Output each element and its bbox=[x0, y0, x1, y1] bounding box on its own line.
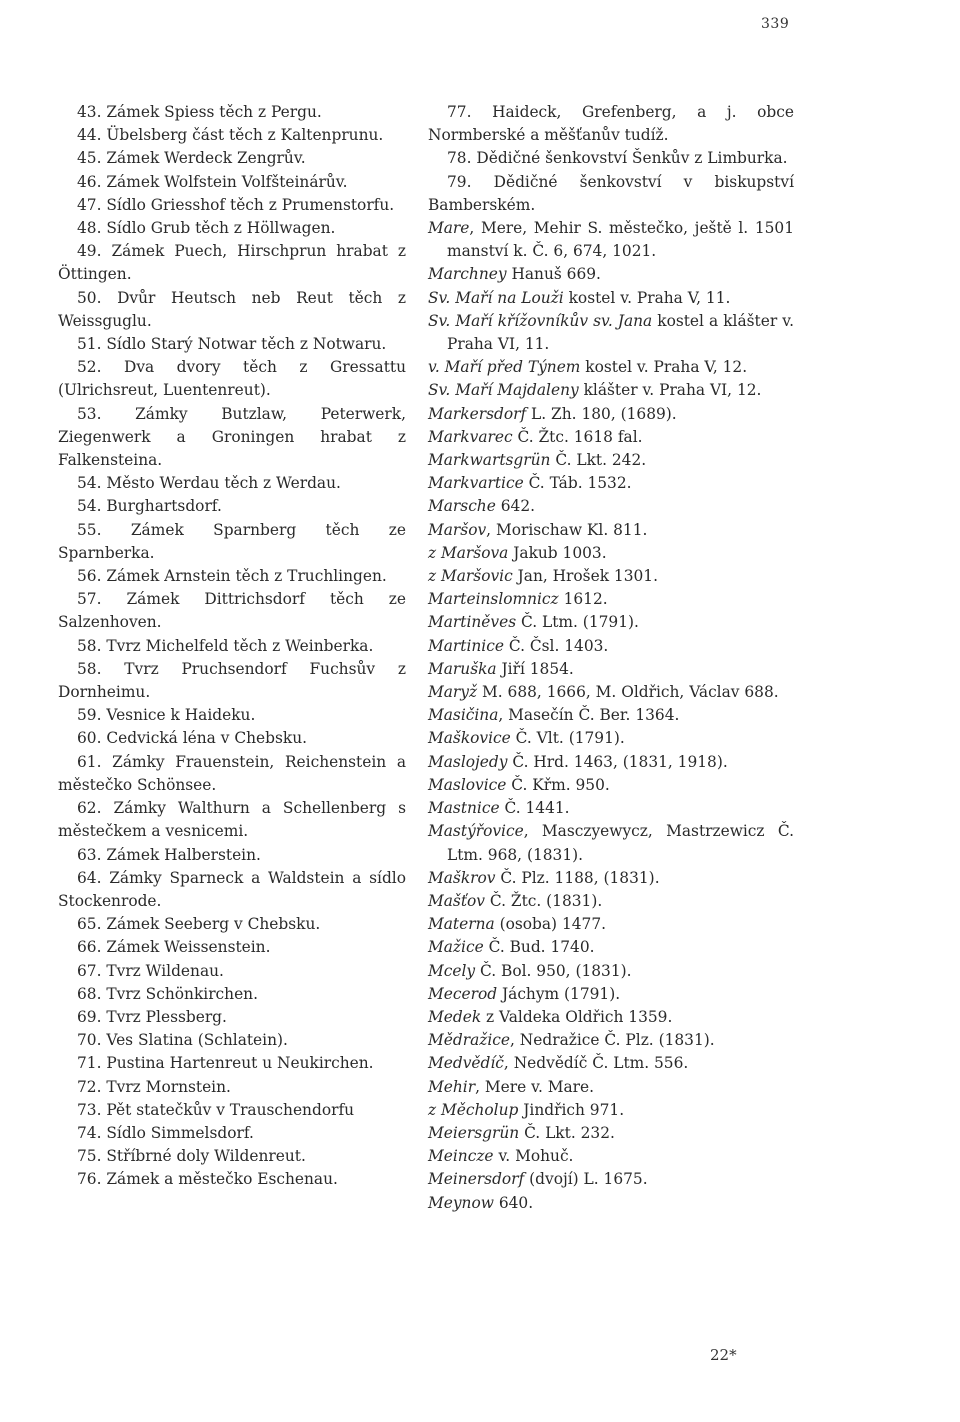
index-entry bbox=[428, 704, 794, 727]
index-entry bbox=[428, 519, 794, 542]
index-reference: 1612. bbox=[558, 590, 608, 609]
index-reference: z Valdeka Oldřich 1359. bbox=[481, 1007, 673, 1026]
list-item: 45. Zámek Werdeck Zengrův. bbox=[77, 149, 306, 168]
left-column bbox=[58, 101, 406, 1192]
index-term: Mastnice bbox=[428, 799, 500, 818]
list-item: 60. Cedvická léna v Chebsku. bbox=[77, 729, 308, 748]
list-item: 74. Sídlo Simmelsdorf. bbox=[77, 1123, 254, 1142]
index-reference: L. Zh. 180, (1689). bbox=[526, 404, 677, 423]
index-entry bbox=[428, 890, 794, 913]
index-reference: , Masečín Č. Ber. 1364. bbox=[498, 706, 680, 725]
right-column bbox=[428, 101, 794, 1215]
index-entry bbox=[428, 1168, 794, 1191]
index-term: z Maršovic bbox=[428, 567, 513, 586]
index-reference: 642. bbox=[495, 497, 536, 516]
list-item: 70. Ves Slatina (Schlatein). bbox=[77, 1031, 288, 1050]
list-item: 66. Zámek Weissenstein. bbox=[77, 938, 271, 957]
index-entry bbox=[428, 1145, 794, 1168]
list-item: 47. Sídlo Griesshof těch z Prumenstorfu. bbox=[77, 195, 395, 214]
index-reference: Č. Lkt. 242. bbox=[550, 451, 647, 470]
index-reference: Jáchym (1791). bbox=[497, 984, 621, 1003]
index-term: Materna bbox=[428, 915, 495, 934]
index-reference: Hanuš 669. bbox=[506, 265, 601, 284]
index-term: Mare bbox=[428, 219, 470, 238]
index-term: z Měcholup bbox=[428, 1100, 519, 1119]
index-reference: Jiří 1854. bbox=[496, 659, 574, 678]
list-item: 61. Zámky Frauenstein, Reichenstein a městečko Schönsee. bbox=[58, 752, 406, 794]
index-entry bbox=[428, 472, 794, 495]
index-term: Mědražice bbox=[428, 1031, 511, 1050]
index-reference: v. Mohuč. bbox=[493, 1147, 574, 1166]
list-item: 55. Zámek Sparnberg těch ze Sparnberka. bbox=[58, 520, 406, 562]
index-entry bbox=[428, 1029, 794, 1052]
index-reference: Č. Ltm. (1791). bbox=[516, 613, 639, 632]
index-entry bbox=[428, 588, 794, 611]
index-entries bbox=[428, 217, 794, 1215]
index-entry bbox=[428, 379, 794, 402]
index-term: Marteinslomnicz bbox=[428, 590, 559, 609]
list-item: 53. Zámky Butzlaw, Peterwerk, Ziegenwerk a Groningen hrabat z Falkensteina. bbox=[58, 404, 406, 470]
list-item: 56. Zámek Arnstein těch z Truchlingen. bbox=[77, 567, 387, 586]
index-term: Mecerod bbox=[428, 984, 498, 1003]
index-reference: Č. Křm. 950. bbox=[506, 775, 610, 794]
index-reference: Č. Žtc. (1831). bbox=[484, 891, 603, 910]
index-reference: Č. Čsl. 1403. bbox=[503, 636, 609, 655]
index-entry bbox=[428, 727, 794, 750]
index-reference: (dvojí) L. 1675. bbox=[524, 1170, 648, 1189]
list-item: 67. Tvrz Wildenau. bbox=[77, 961, 224, 980]
list-item: 43. Zámek Spiess těch z Pergu. bbox=[77, 103, 322, 121]
index-reference: , Masczyewycz, Mastrzewicz Č. Ltm. 968, (1831). bbox=[447, 822, 794, 864]
list-item: 72. Tvrz Mornstein. bbox=[77, 1077, 231, 1096]
index-entry bbox=[428, 983, 794, 1006]
index-term: Maslojedy bbox=[428, 752, 508, 771]
index-reference: Jakub 1003. bbox=[508, 543, 607, 562]
list-item: 63. Zámek Halberstein. bbox=[77, 845, 261, 864]
index-term: Martinice bbox=[428, 636, 504, 655]
index-reference: Č. Táb. 1532. bbox=[523, 474, 632, 493]
index-reference: 640. bbox=[493, 1193, 534, 1212]
index-term: Sv. Maří Majdaleny bbox=[428, 381, 579, 400]
list-item: 65. Zámek Seeberg v Chebsku. bbox=[77, 915, 321, 934]
index-entry bbox=[428, 449, 794, 472]
index-reference: , Morischaw Kl. 811. bbox=[486, 520, 648, 539]
index-entry bbox=[428, 681, 794, 704]
index-entry bbox=[428, 403, 794, 426]
index-term: Marsche bbox=[428, 497, 496, 516]
index-entry bbox=[428, 751, 794, 774]
list-item: 71. Pustina Hartenreut u Neukirchen. bbox=[77, 1054, 374, 1073]
index-reference: kostel v. Praha V, 12. bbox=[580, 358, 748, 377]
index-reference: (osoba) 1477. bbox=[494, 915, 606, 934]
index-reference: , Nedvědíč Č. Ltm. 556. bbox=[503, 1054, 689, 1073]
list-item: 69. Tvrz Plessberg. bbox=[77, 1007, 227, 1026]
index-entry bbox=[428, 565, 794, 588]
index-entry bbox=[428, 913, 794, 936]
index-term: Markvartice bbox=[428, 474, 524, 493]
index-entry bbox=[428, 1099, 794, 1122]
index-term: Mcely bbox=[428, 961, 476, 980]
index-term: Maryž bbox=[428, 683, 478, 702]
index-reference: , Nedražice Č. Plz. (1831). bbox=[510, 1031, 715, 1050]
list-item: 51. Sídlo Starý Notwar těch z Notwaru. bbox=[77, 335, 387, 354]
index-entry bbox=[428, 356, 794, 379]
list-item: 59. Vesnice k Haideku. bbox=[77, 706, 256, 725]
list-item: 68. Tvrz Schönkirchen. bbox=[77, 984, 258, 1003]
signature-mark: 22* bbox=[710, 1346, 737, 1364]
index-reference: kostel v. Praha V, 11. bbox=[563, 288, 731, 307]
list-item: 57. Zámek Dittrichsdorf těch ze Salzenhoven. bbox=[58, 590, 406, 632]
index-reference: M. 688, 1666, M. Oldřich, Václav 688. bbox=[477, 683, 779, 702]
index-entry bbox=[428, 658, 794, 681]
index-term: Maruška bbox=[428, 659, 497, 678]
index-reference: Č. Plz. 1188, (1831). bbox=[495, 868, 660, 887]
index-reference: Č. Vlt. (1791). bbox=[510, 729, 625, 748]
index-term: Mašťov bbox=[428, 891, 485, 910]
index-reference: Č. Lkt. 232. bbox=[519, 1123, 615, 1142]
index-reference: Jindřich 971. bbox=[518, 1100, 625, 1119]
list-item: 73. Pět statečkův v Trauschendorfu bbox=[77, 1100, 355, 1119]
index-term: Markwartsgrün bbox=[428, 451, 551, 470]
list-item: 75. Stříbrné doly Wildenreut. bbox=[77, 1147, 306, 1166]
list-item: 46. Zámek Wolfstein Volfšteinárův. bbox=[77, 172, 348, 191]
index-entry bbox=[428, 936, 794, 959]
page-number: 339 bbox=[761, 16, 790, 32]
list-item: 78. Dědičné šenkovství Šenkův z Limburka. bbox=[447, 149, 788, 168]
list-item: 77. Haideck, Grefenberg, a j. obce Normberské a měšťanův tudíž. bbox=[428, 103, 794, 145]
index-term: Sv. Maří na Louži bbox=[428, 288, 564, 307]
index-term: Masičina bbox=[428, 706, 499, 725]
index-reference: Č. Bud. 1740. bbox=[483, 938, 595, 957]
index-entry bbox=[428, 217, 794, 263]
index-term: Marchney bbox=[428, 265, 507, 284]
index-term: Maškovice bbox=[428, 729, 511, 748]
index-term: Mastýřovice bbox=[428, 822, 524, 841]
index-entry bbox=[428, 820, 794, 866]
list-item: 58. Tvrz Michelfeld těch z Weinberka. bbox=[77, 636, 374, 655]
index-entry bbox=[428, 542, 794, 565]
index-entry bbox=[428, 287, 794, 310]
index-term: Maslovice bbox=[428, 775, 507, 794]
index-reference: Č. Hrd. 1463, (1831, 1918). bbox=[507, 752, 728, 771]
list-item: 44. Übelsberg část těch z Kaltenprunu. bbox=[77, 126, 384, 145]
index-term: Markersdorf bbox=[428, 404, 527, 423]
list-item: 50. Dvůr Heutsch neb Reut těch z Weissguglu. bbox=[58, 288, 406, 330]
index-entry bbox=[428, 867, 794, 890]
index-term: Markvarec bbox=[428, 427, 513, 446]
index-reference: Č. 1441. bbox=[499, 799, 570, 818]
index-entry bbox=[428, 611, 794, 634]
index-term: Meincze bbox=[428, 1147, 494, 1166]
index-term: Medvědíč bbox=[428, 1054, 504, 1073]
index-reference: , Mere v. Mare. bbox=[475, 1077, 595, 1096]
index-term: Sv. Maří křížovníkův sv. Jana bbox=[428, 311, 653, 330]
list-item: 54. Burghartsdorf. bbox=[77, 497, 222, 516]
index-term: Maršov bbox=[428, 520, 487, 539]
index-reference: , Mere, Mehir S. městečko, ještě l. 1501 manství k. Č. 6, 674, 1021. bbox=[447, 219, 794, 261]
index-term: Meynow bbox=[428, 1193, 494, 1212]
numbered-entries bbox=[428, 101, 794, 217]
list-item: 64. Zámky Sparneck a Waldstein a sídlo Stockenrode. bbox=[58, 868, 406, 910]
index-term: v. Maří před Týnem bbox=[428, 358, 581, 377]
index-term: Mažice bbox=[428, 938, 484, 957]
index-reference: Č. Žtc. 1618 fal. bbox=[512, 427, 643, 446]
index-entry bbox=[428, 774, 794, 797]
list-item: 76. Zámek a městečko Eschenau. bbox=[77, 1170, 338, 1189]
index-entry bbox=[428, 495, 794, 518]
index-term: Martiněves bbox=[428, 613, 517, 632]
index-entry bbox=[428, 263, 794, 286]
list-item: 48. Sídlo Grub těch z Höllwagen. bbox=[77, 219, 336, 238]
index-entry bbox=[428, 635, 794, 658]
list-item: 79. Dědičné šenkovství v biskupství Bamberském. bbox=[428, 172, 794, 214]
list-item: 52. Dva dvory těch z Gressattu (Ulrichsreut, Luentenreut). bbox=[58, 358, 406, 400]
index-term: Mehir bbox=[428, 1077, 476, 1096]
index-term: z Maršova bbox=[428, 543, 509, 562]
list-item: 54. Město Werdau těch z Werdau. bbox=[77, 474, 341, 493]
index-entry bbox=[428, 426, 794, 449]
list-item: 58. Tvrz Pruchsendorf Fuchsův z Dornheimu. bbox=[58, 659, 406, 702]
list-item: 62. Zámky Walthurn a Schellenberg s městečkem a vesnicemi. bbox=[58, 799, 406, 841]
index-reference: Č. Bol. 950, (1831). bbox=[475, 961, 632, 980]
index-entry bbox=[428, 1122, 794, 1145]
index-term: Meiersgrün bbox=[428, 1123, 520, 1142]
index-entry bbox=[428, 1052, 794, 1075]
index-entry bbox=[428, 960, 794, 983]
index-term: Maškrov bbox=[428, 868, 496, 887]
index-entry bbox=[428, 1006, 794, 1029]
index-reference: klášter v. Praha VI, 12. bbox=[578, 381, 762, 400]
index-entry bbox=[428, 310, 794, 356]
index-term: Meinersdorf bbox=[428, 1170, 525, 1189]
index-term: Medek bbox=[428, 1007, 482, 1026]
index-reference: kostel a klášter v. Praha VI, 11. bbox=[447, 311, 794, 354]
index-entry bbox=[428, 797, 794, 820]
index-reference: Jan, Hrošek 1301. bbox=[512, 567, 658, 586]
index-entry bbox=[428, 1192, 794, 1215]
list-item: 49. Zámek Puech, Hirschprun hrabat z Öttingen. bbox=[58, 242, 406, 284]
index-entry bbox=[428, 1076, 794, 1099]
